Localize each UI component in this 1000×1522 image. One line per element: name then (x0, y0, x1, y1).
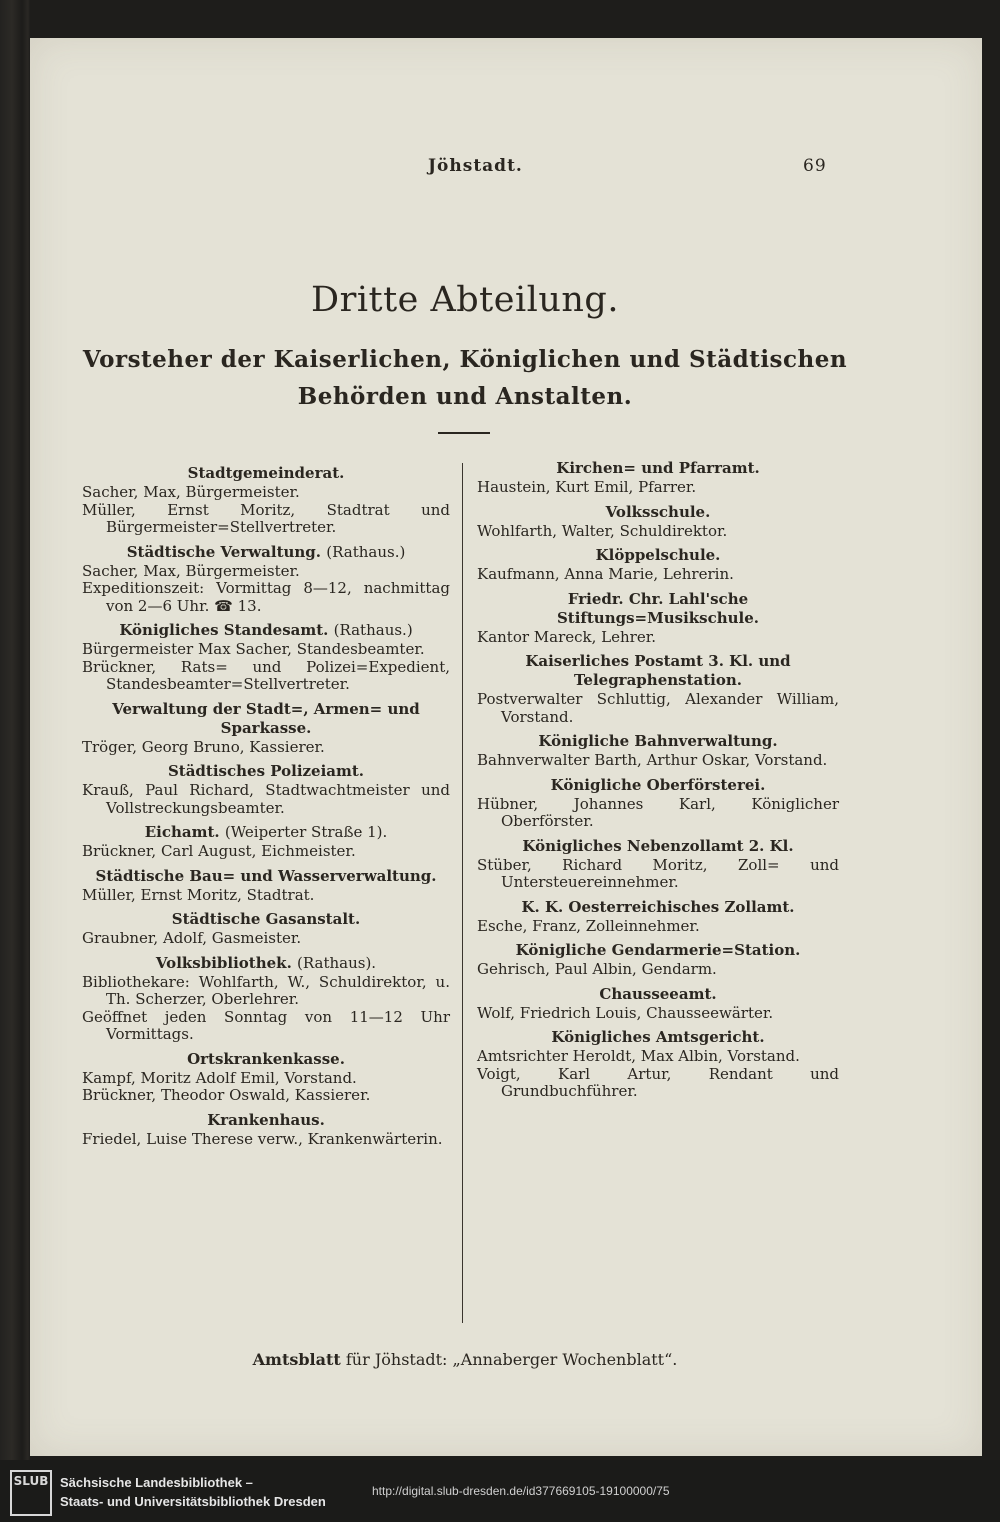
gazette-label: Amtsblatt (252, 1350, 341, 1369)
section-title: Königliche Oberförsterei. (550, 775, 766, 794)
section-title: Städtische Verwaltung. (126, 542, 322, 561)
directory-entry: Wolf, Friedrich Louis, Chausseewärter. (477, 1003, 774, 1022)
directory-entry: Kaufmann, Anna Marie, Lehrerin. (477, 565, 734, 583)
directory-section (477, 503, 839, 541)
directory-entry: Stüber, Richard Moritz, Zoll= und Untersteuereinnehmer. (477, 855, 839, 891)
section-title: Friedr. Chr. Lahl'sche Stiftungs=Musikschule. (556, 589, 760, 627)
directory-entry: Amtsrichter Heroldt, Max Albin, Vorstand. (477, 1047, 800, 1065)
directory-entry: Kampf, Moritz Adolf Emil, Vorstand. (82, 1068, 357, 1087)
section-heading (477, 941, 839, 960)
directory-entry: Esche, Franz, Zolleinnehmer. (477, 916, 700, 935)
directory-section (477, 898, 839, 936)
directory-entry: Brückner, Carl August, Eichmeister. (82, 842, 356, 860)
slub-logo: SLUB (10, 1470, 52, 1516)
directory-entry: Krauß, Paul Richard, Stadtwachtmeister und Vollstreckungsbeamter. (82, 781, 450, 817)
directory-section (82, 910, 450, 948)
section-title: Städtische Bau= und Wasserverwaltung. (95, 866, 437, 885)
directory-entry: Wohlfarth, Walter, Schuldirektor. (477, 521, 728, 540)
section-note: (Weiperter Straße 1). (224, 823, 388, 841)
section-heading (82, 543, 450, 562)
section-title: Eichamt. (144, 823, 220, 841)
section-title: Volksschule. (605, 502, 711, 521)
section-heading (477, 459, 839, 478)
directory-section (82, 954, 450, 1044)
directory-section (82, 762, 450, 817)
section-title: K. K. Oesterreichisches Zollamt. (521, 897, 795, 916)
document-page (30, 38, 982, 1456)
section-heading (477, 985, 839, 1004)
directory-section (82, 823, 450, 861)
main-heading: Dritte Abteilung. (311, 280, 619, 320)
directory-section (477, 590, 839, 647)
official-gazette-note (30, 1350, 900, 1369)
directory-section (477, 732, 839, 770)
library-name-line-2: Staats- und Universitätsbibliothek Dresden (60, 1494, 326, 1509)
directory-entry: Bahnverwalter Barth, Arthur Oskar, Vorstand. (477, 751, 828, 769)
section-heading (82, 867, 450, 886)
section-heading (477, 652, 839, 690)
section-heading (477, 1028, 839, 1047)
permalink-url[interactable]: http://digital.slub-dresden.de/id377669105-19100000/75 (372, 1484, 670, 1498)
right-column (477, 459, 839, 1107)
directory-section (82, 1050, 450, 1105)
section-title: Kaiserliches Postamt 3. Kl. und Telegraphenstation. (525, 652, 791, 689)
directory-section (82, 700, 450, 757)
section-heading (82, 954, 450, 973)
section-heading (477, 732, 839, 751)
section-heading (82, 910, 450, 929)
section-title: Königliche Gendarmerie=Station. (515, 941, 801, 959)
section-heading (82, 464, 450, 483)
section-heading (477, 546, 839, 565)
directory-section (82, 464, 450, 537)
directory-entry: Müller, Ernst Moritz, Stadtrat und Bürgermeister=Stellvertreter. (82, 500, 450, 536)
section-heading (477, 590, 839, 628)
directory-section (477, 546, 839, 584)
section-title: Königliches Amtsgericht. (551, 1028, 765, 1046)
section-heading (477, 837, 839, 856)
directory-entry: Bibliothekare: Wohlfarth, W., Schuldirektor, u. Th. Scherzer, Oberlehrer. (82, 972, 450, 1008)
directory-entry: Graubner, Adolf, Gasmeister. (82, 929, 302, 947)
heading-rule (438, 432, 490, 434)
directory-section (477, 985, 839, 1023)
directory-entry: Gehrisch, Paul Albin, Gendarm. (477, 960, 717, 978)
subtitle-line-2: Behörden und Anstalten. (297, 383, 633, 410)
section-title: Ortskrankenkasse. (187, 1049, 345, 1068)
section-title: Stadtgemeinderat. (187, 464, 345, 482)
column-divider (462, 463, 463, 1323)
directory-section (477, 1028, 839, 1101)
directory-entry: Kantor Mareck, Lehrer. (477, 627, 657, 646)
left-column (82, 464, 450, 1154)
directory-section (477, 776, 839, 831)
section-heading (82, 1050, 450, 1069)
directory-section (477, 652, 839, 726)
subtitle-line-1: Vorsteher der Kaiserlichen, Königlichen und Städtischen (82, 346, 848, 373)
section-title: Verwaltung der Stadt=, Armen= und Sparkasse. (112, 699, 420, 737)
section-title: Kirchen= und Pfarramt. (556, 459, 760, 477)
directory-section (82, 621, 450, 694)
directory-entry: Voigt, Karl Artur, Rendant und Grundbuchführer. (477, 1064, 839, 1100)
directory-entry: Müller, Ernst Moritz, Stadtrat. (82, 885, 315, 904)
section-note: (Rathaus.) (333, 621, 413, 639)
section-heading (477, 898, 839, 917)
section-title: Königliche Bahnverwaltung. (538, 732, 778, 750)
section-heading (82, 1111, 450, 1130)
directory-entry: Sacher, Max, Bürgermeister. (82, 483, 300, 501)
section-title: Klöppelschule. (595, 546, 721, 564)
directory-entry: Brückner, Theodor Oswald, Kassierer. (82, 1086, 371, 1104)
directory-entry: Tröger, Georg Bruno, Kassierer. (82, 737, 325, 756)
directory-section (477, 837, 839, 892)
section-title: Städtische Gasanstalt. (171, 910, 361, 928)
section-title: Königliches Standesamt. (119, 621, 329, 639)
directory-section (82, 867, 450, 905)
page-number: 69 (803, 156, 827, 176)
section-heading (477, 503, 839, 522)
directory-section (477, 941, 839, 979)
section-heading (82, 621, 450, 640)
directory-entry: Sacher, Max, Bürgermeister. (82, 561, 300, 580)
directory-entry: Geöffnet jeden Sonntag von 11—12 Uhr Vormittags. (82, 1007, 450, 1043)
section-heading (82, 700, 450, 738)
directory-entry: Expeditionszeit: Vormittag 8—12, nachmittag von 2—6 Uhr. ☎ 13. (82, 579, 450, 615)
directory-entry: Friedel, Luise Therese verw., Krankenwärterin. (82, 1129, 443, 1148)
directory-entry: Hübner, Johannes Karl, Königlicher Oberförster. (477, 794, 839, 830)
running-title: Jöhstadt. (428, 156, 523, 176)
directory-section (82, 543, 450, 616)
section-title: Chausseeamt. (599, 984, 717, 1003)
section-title: Krankenhaus. (207, 1110, 325, 1129)
directory-entry: Postverwalter Schluttig, Alexander William, Vorstand. (477, 690, 839, 726)
directory-entry: Haustein, Kurt Emil, Pfarrer. (477, 478, 697, 496)
directory-section (82, 1111, 450, 1149)
section-heading (82, 823, 450, 842)
section-note: (Rathaus). (297, 953, 377, 972)
section-heading (477, 776, 839, 795)
gazette-text: für Jöhstadt: „Annaberger Wochenblatt“. (345, 1350, 678, 1369)
section-title: Städtisches Polizeiamt. (167, 762, 365, 780)
section-heading (82, 762, 450, 781)
directory-entry: Brückner, Rats= und Polizei=Expedient, Standesbeamter=Stellvertreter. (82, 657, 450, 693)
section-note: (Rathaus.) (326, 542, 406, 561)
library-name-line-1: Sächsische Landesbibliothek – (60, 1475, 253, 1490)
section-title: Königliches Nebenzollamt 2. Kl. (522, 836, 794, 855)
directory-entry: Bürgermeister Max Sacher, Standesbeamter. (82, 640, 425, 658)
directory-section (477, 459, 839, 497)
section-title: Volksbibliothek. (155, 953, 292, 972)
